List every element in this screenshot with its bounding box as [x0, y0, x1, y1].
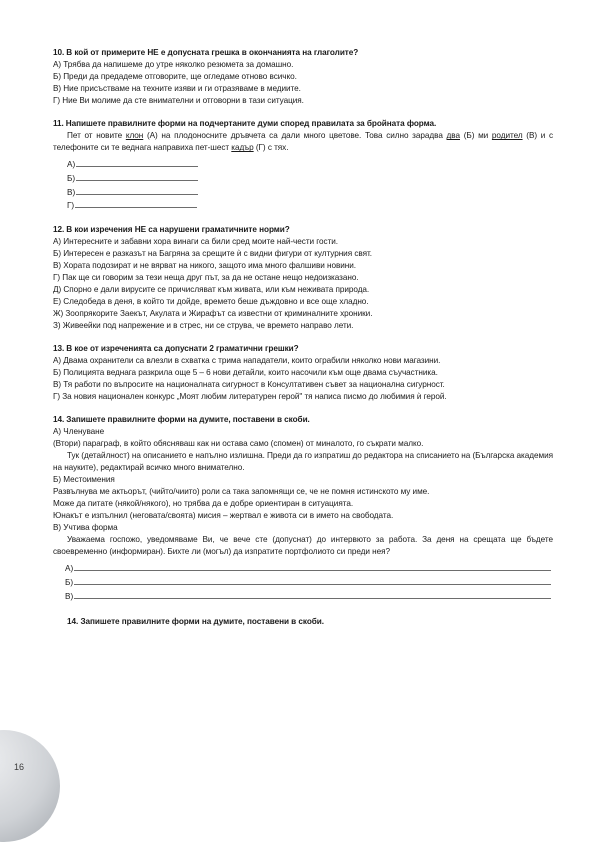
blank-rule[interactable] [76, 158, 198, 167]
question-option-12-h: З) Живеейки под напрежение и в стрес, ни се струва, че времето направо лети. [53, 320, 354, 330]
question-option-12-f: Е) Следобеда в деня, в който ти дойде, времето беше дъждовно и все още хладно. [53, 296, 369, 306]
blank-label-d: Г) [67, 201, 75, 211]
question-14-section-c-paragraph: Уважаема госпожо, уведомяваме Ви, че вече сте (допуснат) до интервюто за работа. За деня на срещата ще бъдете своевременно (информиран). Бихте ли (могъл) да изпратите портфолиото си преди нея? [53, 535, 553, 557]
blank-rule[interactable] [76, 186, 198, 195]
answer-blank-row[interactable] [53, 590, 553, 604]
question-option-12-e: Д) Спорно е дали вирусите се причисляват към живата, или към неживата природа. [53, 284, 370, 294]
blank-rule[interactable] [75, 199, 197, 208]
question-14-section-a-line-1: (Втори) параграф, в който обясняваш как ни остава само (спомен) от миналото, го съкрати малко. [53, 439, 424, 449]
blank-label-a: А) [67, 160, 76, 170]
spacer [53, 107, 553, 118]
question-number-11: 11. [53, 119, 64, 129]
question-title-10 [53, 47, 553, 59]
blank-label-a: А) [65, 564, 74, 574]
blank-label-b: Б) [67, 174, 76, 183]
question-14-section-b-line-1: Развълнува ме актьорът, (чийто/чиито) роли са така запомнящи се, че не помня истинското му име. [53, 487, 430, 497]
body-text: (Б) ми [460, 131, 492, 141]
question-14-section-a-label: А) Членуване [53, 427, 105, 437]
question-block-11 [53, 118, 553, 213]
answer-blanks-14 [53, 562, 553, 603]
question-option-12-g: Ж) Зоопрякорите Заекът, Акулата и Жирафът са известни от криминалните хроники. [53, 308, 373, 318]
question-block-10 [53, 47, 553, 107]
question-title-14 [53, 414, 553, 426]
question-text-12: В кои изречения НЕ са нарушени граматичните норми? [66, 224, 290, 234]
question-option-10-d: Г) Ние Ви молиме да сте внимателни и отговорни в тази ситуация. [53, 96, 304, 106]
spacer [53, 332, 553, 343]
question-14-section-b-line-2: Може да питате (някой/някого), но трябва да е добре ориентиран в ситуацията. [53, 499, 354, 509]
answer-blank-row[interactable] [53, 576, 553, 590]
question-option-10-b: Б) Преди да предадеме отговорите, ще огледаме отново всичко. [53, 72, 297, 82]
underlined-word: два [446, 131, 460, 141]
question-option-10-a: А) Трябва да напишеме до утре няколко резюмета за домашно. [53, 60, 294, 70]
underlined-word: кадър [231, 143, 254, 153]
question-option-12-d: Г) Пак ще си говорим за тези неща друг път, за да не остане нещо недоизказано. [53, 272, 359, 282]
question-text-14: Запишете правилните форми на думите, поставени в скоби. [66, 415, 310, 425]
blank-label-c: В) [65, 591, 74, 601]
spacer [53, 213, 553, 224]
spacer [53, 603, 553, 616]
question-option-12-a: А) Интересните и забавни хора винаги са били сред моите най-чести гости. [53, 236, 339, 246]
question-number-10: 10. [53, 48, 65, 57]
page-number-sphere [0, 730, 60, 842]
question-block-13 [53, 343, 553, 403]
question-text-10: В кой от примерите НЕ е допусната грешка в окончанията на глаголите? [66, 48, 359, 57]
question-number-13: 13. [53, 343, 65, 353]
question-14-section-b-line-3: Юнакът е изпълнил (неговата/своята) мисия – жертвал е живота си в името на свободата. [53, 511, 394, 521]
page-content [53, 47, 553, 628]
question-14-section-c-label: В) Учтива форма [53, 523, 118, 533]
answer-blank-row[interactable] [53, 186, 553, 200]
question-body-11 [53, 130, 553, 154]
blank-rule[interactable] [74, 576, 551, 585]
question-title-12 [53, 224, 553, 236]
question-number-14: 14. [53, 415, 65, 425]
question-title-15 [53, 616, 553, 628]
question-block-15 [53, 616, 553, 628]
question-option-13-d: Г) За новия национален конкурс „Моят любим литературен герой" тя написа писмо до любимия ѝ герой. [53, 392, 447, 402]
body-text: (В) и с телефоните си те веднага направиха пет-шест [53, 131, 554, 153]
underlined-word: родител [491, 131, 523, 141]
question-title-11 [53, 118, 553, 130]
answer-blanks-11 [53, 158, 553, 212]
question-option-13-b: Б) Полицията веднага разкрила още 5 – 6 нови детайли, които насочили към още двама съучастника. [53, 368, 438, 378]
blank-label-c: В) [67, 187, 76, 197]
question-title-13 [53, 343, 553, 355]
question-block-12 [53, 224, 553, 332]
question-text-15: 14. Запишете правилните форми на думите, поставени в скоби. [67, 617, 324, 627]
underlined-word: клон [125, 131, 144, 141]
answer-blank-row[interactable] [53, 562, 553, 576]
question-option-13-a: А) Двама охранители са влезли в схватка с трима нападатели, които ограбили няколко нови магазини. [53, 356, 441, 366]
blank-rule[interactable] [74, 590, 551, 599]
body-text: (А) на плодоносните дръвчета са дали много цветове. Това силно зарадва [143, 131, 447, 141]
answer-blank-row[interactable] [53, 172, 553, 186]
question-option-10-c: В) Ние присъстваме на техните изяви и ги отразяваме в медиите. [53, 84, 301, 94]
answer-blank-row[interactable] [53, 199, 553, 213]
question-option-12-c: В) Хората подозират и не вярват на никого, защото има много фалшиви новини. [53, 260, 357, 270]
question-option-12-b: Б) Интересен е разказът на Багряна за срещите ѝ с видни фигури от културния свят. [53, 248, 372, 258]
blank-rule[interactable] [76, 172, 198, 181]
question-option-13-c: В) Тя работи по въпросите на националната сигурност в Консултативен съвет за национална сигурност. [53, 380, 445, 390]
question-number-12: 12. [53, 224, 65, 234]
question-14-section-b-label: Б) Местоимения [53, 475, 115, 485]
question-14-section-a-paragraph: Тук (детайлност) на описанието е напълно излишна. Преди да го изпратиш до редактора на списанието на (Българска академия на науките), редактирай всичко много внимателно. [53, 451, 553, 473]
question-text-13: В кое от изреченията са допуснати 2 граматични грешки? [66, 343, 299, 353]
body-text: (Г) с тях. [253, 143, 289, 153]
spacer [53, 403, 553, 414]
blank-label-b: Б) [65, 577, 74, 587]
body-text: Пет от новите [67, 131, 126, 141]
question-text-11: Напишете правилните форми на подчертаните думи според правилата за бройната форма. [65, 119, 437, 129]
answer-blank-row[interactable] [53, 158, 553, 172]
blank-rule[interactable] [74, 562, 551, 571]
question-block-14 [53, 414, 553, 603]
page-number-label: 16 [14, 762, 25, 772]
